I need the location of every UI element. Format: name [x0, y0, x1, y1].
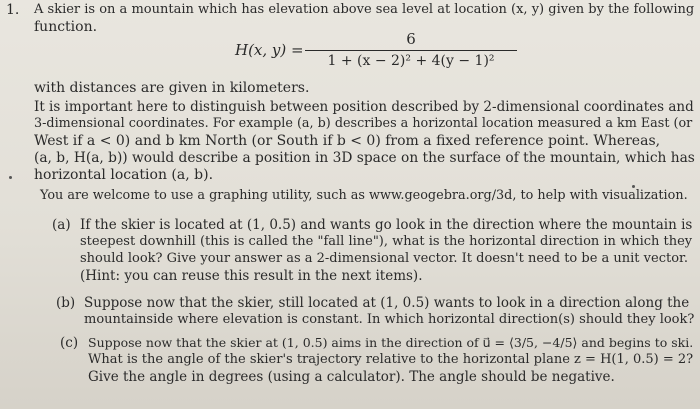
part-a-line-4: (Hint: you can reuse this result in the next items). — [80, 268, 423, 284]
part-a-line-3: should look? Give your answer as a 2-dimensional vector. It doesn't need to be a unit vector. — [80, 251, 688, 266]
margin-speck — [9, 176, 12, 179]
units-note: with distances are given in kilometers. — [34, 80, 310, 96]
explanation-line-4: (a, b, H(a, b)) would describe a position in 3D space on the surface of the mountain, which has — [34, 150, 695, 166]
margin-speck — [632, 185, 635, 188]
part-a-line-1: If the skier is located at (1, 0.5) and wants go look in the direction where the mountain is — [80, 217, 693, 233]
explanation-line-3: West if a < 0) and b km North (or South if b < 0) from a fixed reference point. Whereas, — [34, 133, 661, 149]
formula-fraction — [305, 30, 517, 69]
explanation-line-1: It is important here to distinguish between position described by 2-dimensional coordinates and — [34, 99, 694, 115]
part-c-line-2: What is the angle of the skier's trajectory relative to the horizontal plane z = H(1, 0.5) = 2? — [88, 352, 694, 367]
formula-numerator: 6 — [406, 30, 416, 48]
problem-intro-line-2: function. — [34, 19, 98, 35]
problem-intro-line-1: A skier is on a mountain which has elevation above sea level at location (x, y) given by the following — [34, 2, 695, 17]
part-a-label: (a) — [52, 217, 71, 233]
part-b-line-2: mountainside where elevation is constant. In which horizontal direction(s) should they look? — [84, 312, 695, 327]
formula-denominator: 1 + (x − 2)² + 4(y − 1)² — [327, 53, 495, 69]
problem-number: 1. — [6, 2, 20, 18]
graphing-utility-note: You are welcome to use a graphing utility, such as www.geogebra.org/3d, to help with visualization. — [40, 188, 688, 203]
fraction-bar — [305, 50, 517, 51]
explanation-line-2: 3-dimensional coordinates. For example (a, b) describes a horizontal location measured a km East (or — [34, 116, 693, 131]
part-a-line-2: steepest downhill (this is called the "fall line"), what is the horizontal direction in which they — [80, 234, 693, 249]
part-c-line-3: Give the angle in degrees (using a calculator). The angle should be negative. — [88, 369, 615, 385]
explanation-line-5: horizontal location (a, b). — [34, 167, 214, 183]
part-c-label: (c) — [60, 335, 79, 351]
part-b-line-1: Suppose now that the skier, still located at (1, 0.5) wants to look in a direction along the — [84, 295, 690, 311]
part-b-label: (b) — [56, 295, 76, 311]
part-c-line-1: Suppose now that the skier at (1, 0.5) aims in the direction of u⃗ = ⟨3/5, −4/5⟩ and begins to ski. — [88, 335, 694, 350]
formula-lhs: H(x, y) = — [235, 41, 304, 59]
